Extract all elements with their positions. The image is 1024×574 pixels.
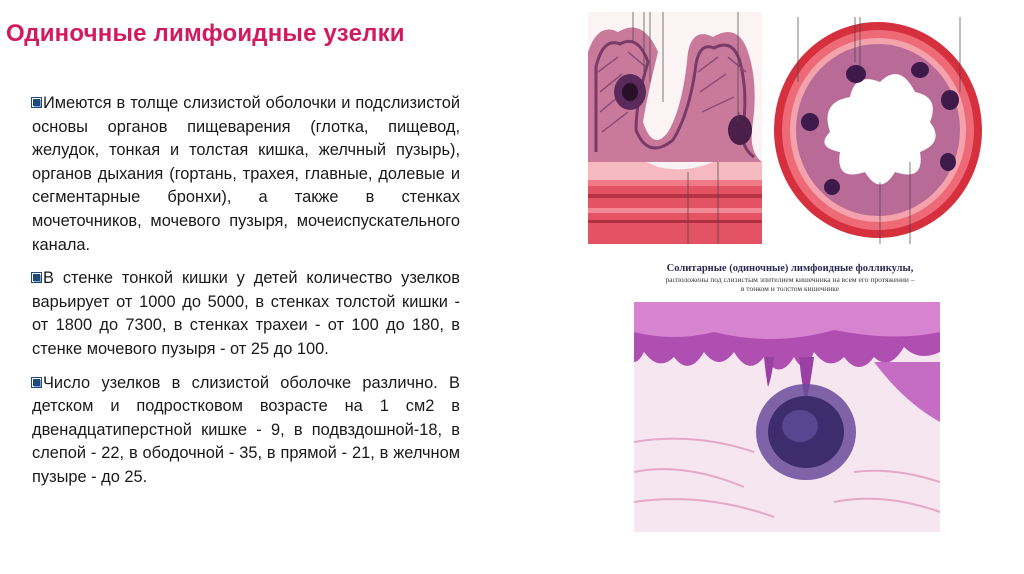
bullet-text: Имеются в толще слизистой оболочки и подслизистой основы органов пищеварения (глотка, пищевод, желудок, тонкая и толстая кишка, желчный пузырь), органов дыхания (гортань, трахея, главные, долевые и сегментарные бронхи), а также в стенках мочеточников, мочевого пузыря, мочеиспускательного канала.	[32, 94, 460, 254]
checkbox-bullet-icon	[31, 272, 42, 283]
bullet-text: В стенке тонкой кишки у детей количество узелков варьирует от 1000 до 5000, в стенках толстой кишки - от 1800 до 7300, в стенках трахеи - от 100 до 180, в стенке мочевого пузыря - от 25 до 100.	[32, 269, 460, 358]
histology-image-intestine-wall	[588, 12, 762, 244]
checkbox-bullet-icon	[31, 377, 42, 388]
histology-image-intestine-cross-section	[770, 12, 984, 244]
bullet-item	[32, 372, 460, 490]
caption-subtitle-line-1: расположены под слизистым эпителием кишечника на всем его протяжении –	[665, 275, 915, 284]
bullet-item	[32, 267, 460, 361]
bullet-list	[32, 92, 460, 500]
histology-image-solitary-follicle	[634, 302, 940, 532]
page-title: Одиночные лимфоидные узелки	[6, 20, 405, 47]
bullet-item	[32, 92, 460, 257]
figure-caption	[640, 262, 940, 293]
caption-title: Солитарные (одиночные) лимфоидные фолликулы,	[666, 263, 914, 274]
caption-subtitle-line-2: в тонком и толстом кишечнике	[740, 284, 840, 293]
checkbox-bullet-icon	[31, 97, 42, 108]
bullet-text: Число узелков в слизистой оболочке различно. В детском и подростковом возрасте на 1 см2 в двенадцатиперстной кишке - 9, в подвздошной-18, в слепой - 22, в ободочной - 35, в прямой - 21, в желчном пузыре - до 25.	[32, 373, 460, 486]
